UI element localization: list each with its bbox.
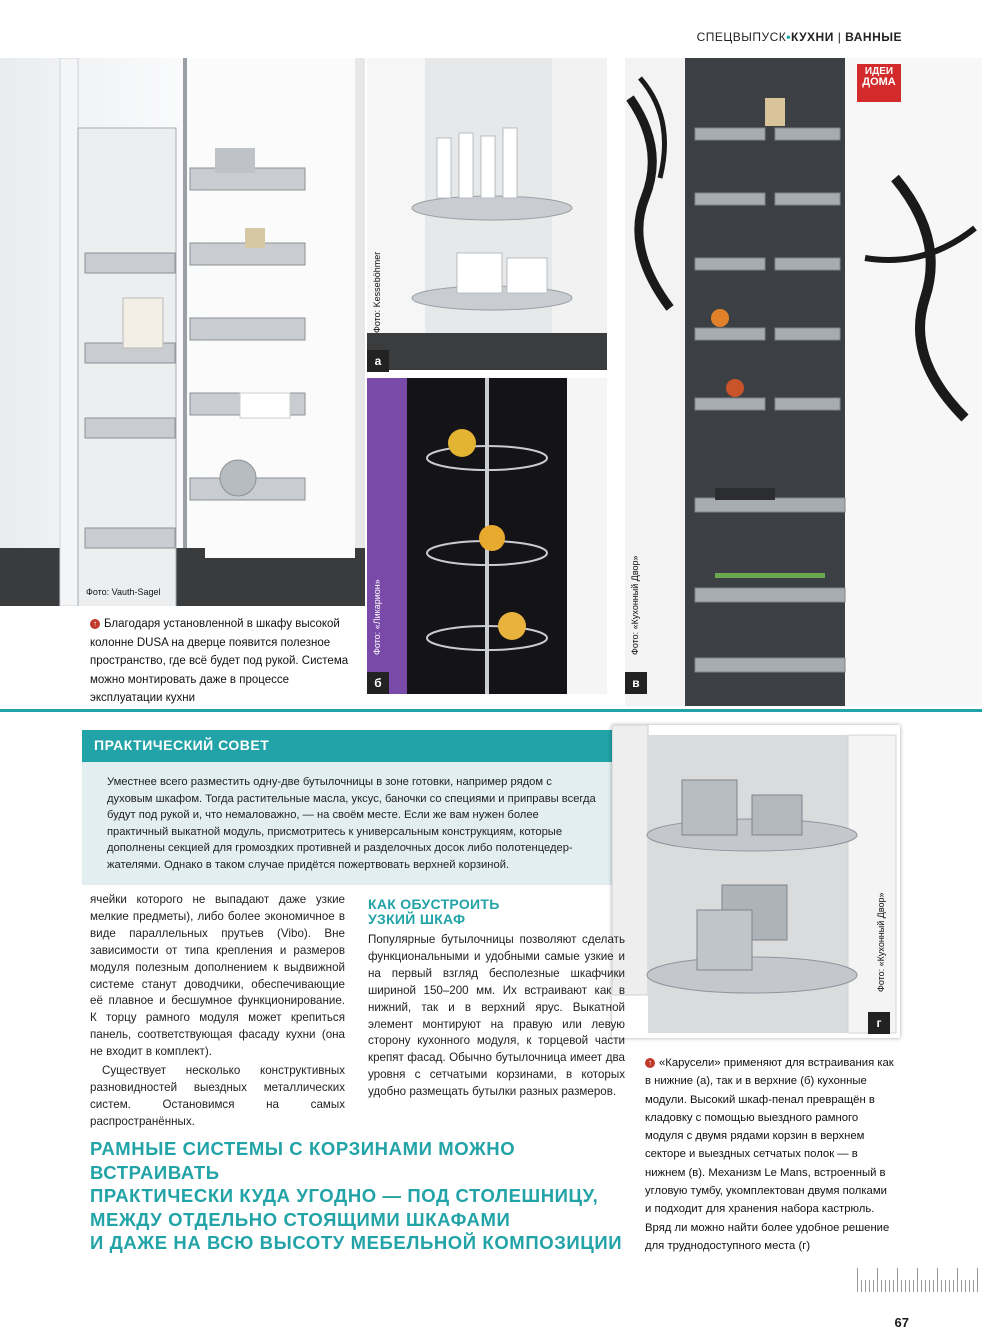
photo-credit-main: Фото: Vauth-Sagel xyxy=(86,587,161,597)
ruler-tick xyxy=(953,1280,954,1292)
photo-credit-a: Фото: Kesseböhmer xyxy=(372,251,382,333)
ruler-tick xyxy=(877,1268,878,1292)
ruler-tick xyxy=(913,1280,914,1292)
ruler-tick xyxy=(977,1268,978,1292)
photo-label-d: г xyxy=(868,1012,890,1034)
ruler-tick xyxy=(933,1280,934,1292)
ruler-tick xyxy=(861,1280,862,1292)
page-number: 67 xyxy=(894,1315,909,1330)
ruler-tick xyxy=(937,1268,938,1292)
ruler-tick xyxy=(901,1280,902,1292)
carousel-illustration xyxy=(367,58,607,370)
photo-pantry-column xyxy=(0,58,365,606)
subheading-line-1: КАК ОБУСТРОИТЬ xyxy=(368,896,500,912)
ruler-tick xyxy=(917,1268,918,1292)
logo-line1: ИДЕИ xyxy=(864,66,894,77)
magazine-logo xyxy=(857,64,901,102)
photo-label-c: в xyxy=(625,672,647,694)
ruler-tick xyxy=(965,1280,966,1292)
caption-main-text: Благодаря установленной в шкафу высокой колонне DUSA на дверце появится полезное пространство, где всё будет под рукой. Система можно монтировать даже в процессе эксплуатации кухни xyxy=(90,618,349,704)
ruler-tick xyxy=(973,1280,974,1292)
ruler-tick xyxy=(893,1280,894,1292)
arrow-up-icon: ↑ xyxy=(90,619,100,629)
photo-b-carousel xyxy=(367,378,607,694)
ruler-tick xyxy=(957,1268,958,1292)
header-section-bathrooms: ВАННЫЕ xyxy=(845,30,902,44)
ruler-tick xyxy=(921,1280,922,1292)
ruler-tick xyxy=(857,1268,858,1292)
ruler-tick xyxy=(949,1280,950,1292)
photo-label-a: а xyxy=(367,350,389,372)
ruler-tick xyxy=(941,1280,942,1292)
pull-quote-line-3: МЕЖДУ ОТДЕЛЬНО СТОЯЩИМИ ШКАФАМИ xyxy=(90,1208,511,1230)
caption-right xyxy=(645,1054,895,1255)
column-2-text: Популярные бутылочницы позволяют сделать функциональными и удобными самые узкие и на первый взгляд бесполезные шкафчики шириной 150–200 мм. Их встраивают как в нижний, так и в верхний ярус. Выкатной элемент монтируют на правую или левую сторону кухонного модуля, к торцевой части крепят фасад. Обычно бутылочница имеет два уровня с сетчатыми корзинами, в которых удобно размещать бутылки разных размеров. xyxy=(368,933,625,1099)
subheading-line-2: УЗКИЙ ШКАФ xyxy=(368,911,466,927)
column-1-paragraph-2: Существует несколько конструктивных разновидностей выездных металлических систем. Остановимся на самых распространённых. xyxy=(90,1064,345,1128)
header-prefix: СПЕЦВЫПУСК xyxy=(696,30,787,44)
pull-quote-line-1: РАМНЫЕ СИСТЕМЫ С КОРЗИНАМИ МОЖНО ВСТРАИВАТЬ xyxy=(90,1138,516,1183)
photo-d-corner-carousel xyxy=(612,725,900,1038)
pantry-illustration xyxy=(0,58,365,606)
photo-c-pantry-cabinet xyxy=(625,58,982,706)
photo-credit-c: Фото: «Кухонный Двор» xyxy=(630,555,640,655)
pull-quote-line-4: И ДАЖЕ НА ВСЮ ВЫСОТУ МЕБЕЛЬНОЙ КОМПОЗИЦИИ xyxy=(90,1232,623,1253)
caption-right-text: «Карусели» применяют для встраивания как в нижние (а), так и в верхние (б) кухонные модули. Высокий шкаф-пенал превращён в кладовку с помощью выездного рамного модуля с двумя рядами корзин в верхнем секторе и выездных сетчатых полок — в нижнем (в). Механизм Le Mans, встроенный в угловую тумбу, укомплектован двумя полками и подходит для хранения набора кастрюль. Вряд ли можно найти более удобное решение для труднодоступного места (г) xyxy=(645,1057,894,1252)
ruler-tick xyxy=(925,1280,926,1292)
running-header xyxy=(697,30,902,44)
tip-header xyxy=(82,730,612,762)
photo-credit-d: Фото: «Кухонный Двор» xyxy=(876,892,886,992)
ruler-tick xyxy=(945,1280,946,1292)
ruler-tick xyxy=(881,1280,882,1292)
photo-credit-b: Фото: «Ликарион» xyxy=(372,579,382,655)
ruler-tick xyxy=(969,1280,970,1292)
section-divider xyxy=(0,709,982,712)
photo-a-carousel xyxy=(367,58,607,370)
column-1 xyxy=(90,892,345,1131)
pots-carousel-illustration xyxy=(612,725,900,1038)
pantry-cabinet-illustration xyxy=(625,58,982,706)
ruler-tick xyxy=(909,1280,910,1292)
column-1-paragraph-1: ячейки которого не выпадают даже узкие мелкие предметы), либо более экономичное в виде параллельных прутьев (Vibo). Вне зависимости от типа крепления и размеров модуля полезным дополнением к выдвижной системе станут доводчики, обеспечивающие её плавное и бесшумное функционирование. К торцу рамного модуля может крепиться панель, соответствующая фасаду кухни (она не входит в комплект). xyxy=(90,893,345,1059)
ruler-decoration xyxy=(857,1262,982,1292)
logo-line2: ДОМА xyxy=(862,76,896,88)
tip-title: ПРАКТИЧЕСКИЙ СОВЕТ xyxy=(94,737,270,753)
ruler-tick xyxy=(885,1280,886,1292)
caption-main xyxy=(90,615,355,708)
tip-text: Уместнее всего разместить одну-две бутылочницы в зоне готовки, например рядом с духовым шкафом. Тогда растительные масла, уксус, баночки со специями и приправы всегда будут под рукой и, что немаловажно, — на своём месте. Если же вам нужен более практичный выкатной модуль, присмотритесь к универсальным конструкциям, которые дополнены секцией для громоздких противней и разделочных досок либо полотенцедер-жателями. Однако в таком случае придётся пожертвовать верхней корзиной. xyxy=(107,776,596,871)
ruler-tick xyxy=(961,1280,962,1292)
wire-carousel-illustration xyxy=(367,378,607,694)
ruler-tick xyxy=(889,1280,890,1292)
header-section-kitchens: КУХНИ xyxy=(790,30,834,44)
header-separator: | xyxy=(837,30,842,44)
ruler-tick xyxy=(865,1280,866,1292)
arrow-up-icon: ↑ xyxy=(645,1058,655,1068)
subheading-narrow-cabinet xyxy=(368,897,500,927)
pull-quote xyxy=(90,1137,630,1255)
ruler-tick xyxy=(897,1268,898,1292)
pull-quote-line-2: ПРАКТИЧЕСКИ КУДА УГОДНО — ПОД СТОЛЕШНИЦУ, xyxy=(90,1185,599,1206)
ruler-tick xyxy=(905,1280,906,1292)
ruler-tick xyxy=(929,1280,930,1292)
photo-label-b: б xyxy=(367,672,389,694)
bullet-icon: • xyxy=(786,30,791,44)
ruler-tick xyxy=(869,1280,870,1292)
ruler-tick xyxy=(873,1280,874,1292)
